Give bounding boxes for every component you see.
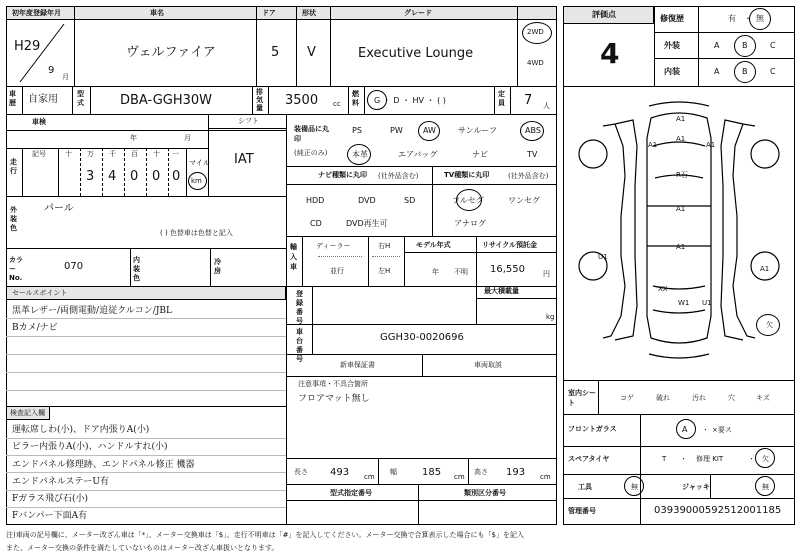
digit-header-4: 百: [131, 150, 138, 158]
inspector-line-5: Fガラス飛び石(小): [12, 494, 88, 504]
tv-fullseg-circle: [456, 189, 482, 211]
shift-value: IAT: [234, 152, 254, 167]
recycle-value: 16,550: [490, 264, 525, 275]
fuel-selected-circle: [367, 90, 387, 110]
width-value: 185: [422, 467, 442, 478]
equip-tv: TV: [527, 150, 538, 159]
spare-tire-t: T: [662, 455, 667, 463]
sales-points-line-1: 黒革レザー/両側電動/追従クルコン/JBL: [12, 306, 173, 316]
drive-4wd: 4WD: [527, 59, 544, 67]
exterior-grade-label: 外装: [664, 41, 680, 50]
displacement-label: 排気量: [256, 88, 263, 112]
repair-separator: ・: [744, 14, 752, 23]
damage-mark-11: W1: [678, 299, 690, 307]
tools-value: 無: [631, 483, 638, 491]
inspector-line-2: ピラー内張りA(小)、ハンドルすれ(小): [12, 442, 168, 452]
grade-label: グレード: [404, 9, 432, 17]
control-number-label: 管理番号: [568, 507, 596, 515]
interior-grade-circle: [734, 61, 756, 83]
sales-points-label: セールスポイント: [12, 289, 68, 297]
displacement-value: 3500: [285, 93, 319, 108]
damage-mark-4: A1: [676, 135, 686, 143]
interior-sheet-label: 室内シート: [568, 389, 596, 407]
model-label: 型式: [77, 90, 84, 107]
height-unit: cm: [540, 473, 551, 481]
inspector-line-3: エンドパネル修理跡、エンドパネル修正 機器: [12, 460, 195, 470]
mileage-label: 走行: [10, 158, 17, 175]
digit-header-6: 一: [172, 150, 179, 158]
damage-mark-12: U1: [702, 299, 712, 307]
jack-value: 無: [762, 483, 769, 491]
repair-no-circle: [749, 8, 771, 30]
color-no-label: カラーNo.: [9, 256, 23, 282]
first-reg-month-unit: 月: [62, 73, 69, 81]
interior-color-label: 内装色: [133, 256, 140, 282]
repair-yes: 有: [728, 14, 736, 23]
first-reg-era: H29: [14, 39, 41, 54]
aircon-label: 冷房: [214, 258, 221, 275]
import-left-h: 左H: [378, 267, 391, 275]
width-unit: cm: [454, 473, 465, 481]
tv-analog: アナログ: [454, 219, 486, 228]
length-unit: cm: [364, 473, 375, 481]
footer-line-2: また、メーター交換の条件を満たしていないものはメーター改ざん車扱いとなります。: [6, 544, 279, 552]
equipment-title: 装備品に丸印: [294, 125, 329, 143]
mileage-symbol-label: 記号: [32, 150, 46, 158]
equip-abs: ABS: [525, 126, 541, 135]
inspection-month-unit: 月: [184, 134, 191, 142]
control-number-value: 03939000592512001185: [654, 505, 782, 516]
shape-label: 形状: [302, 9, 316, 17]
height-value: 193: [506, 467, 526, 478]
interior-sheet-tear: 破れ: [656, 394, 670, 402]
damage-mark-7: A1: [676, 243, 686, 251]
car-name-label: 車名: [150, 9, 164, 17]
car-name-value: ヴェルファイア: [126, 45, 216, 60]
damage-mark-2: A1: [648, 141, 658, 149]
category-label: 車歴: [9, 90, 16, 107]
exterior-color-label: 外装色: [10, 206, 17, 232]
shift-label: シフト: [238, 117, 259, 125]
inspector-line-1: 運転席しわ(小)、ドア内張りA(小): [12, 425, 150, 435]
tv-note: (社外品含む): [508, 172, 549, 180]
first-reg-label: 初年度登録年月: [12, 9, 61, 17]
sales-points-line-2: Bカメ/ナビ: [12, 323, 58, 333]
navi-dvd: DVD: [358, 196, 376, 205]
equip-abs-circle: [520, 121, 544, 141]
color-no-value: 070: [64, 261, 84, 272]
registration-label: 登録番号: [296, 290, 303, 325]
exterior-color-value: パール: [44, 203, 74, 214]
navi-hdd: HDD: [306, 196, 325, 205]
equip-navi: ナビ: [472, 150, 488, 159]
tv-oneseg: ワンセグ: [508, 196, 540, 205]
windshield-separator: ・: [702, 426, 709, 434]
interior-grade-c: C: [770, 67, 776, 76]
interior-grade-label: 内装: [664, 67, 680, 76]
interior-sheet-dirt: 汚れ: [692, 394, 706, 402]
mileage-digit-2: 3: [86, 169, 95, 184]
import-right-h: 右H: [378, 242, 391, 250]
mileage-digit-4: 0: [130, 169, 139, 184]
digit-header-3: 千: [109, 150, 116, 158]
rating-score-label: 評価点: [592, 10, 616, 19]
displacement-unit: cc: [333, 100, 341, 108]
mileage-digit-5: 0: [152, 169, 161, 184]
exterior-grade-b: B: [742, 41, 748, 50]
recycle-unit: 円: [543, 270, 550, 278]
fuel-options: G ・ D ・ HV ・ ( ): [374, 96, 446, 105]
damage-mark-5: R石: [676, 171, 688, 179]
capacity-label: 定員: [498, 90, 505, 107]
height-label: 高さ: [474, 468, 488, 476]
km-label: km: [191, 177, 202, 185]
equipment-subtitle: (純正のみ): [294, 149, 328, 157]
notes-label: 注意事項・不具合箇所: [298, 380, 368, 388]
notes-value: フロアマット無し: [298, 394, 370, 404]
repair-history-label: 修復歴: [660, 14, 684, 23]
interior-grade-a: A: [714, 67, 720, 76]
exterior-grade-circle: [734, 35, 756, 57]
drive-2wd: 2WD: [527, 28, 544, 36]
import-parallel: 並行: [330, 267, 344, 275]
spare-tire-sep-1: ・: [680, 455, 687, 463]
doors-value: 5: [271, 45, 280, 60]
first-reg-month: 9: [48, 65, 55, 76]
digit-header-2: 万: [87, 150, 94, 158]
interior-sheet-scratch: キズ: [756, 394, 770, 402]
tv-title: TV種類に丸印: [444, 171, 490, 179]
navi-note: (社外品含む): [378, 172, 419, 180]
spare-tire-label: スペアタイヤ: [568, 455, 610, 463]
mileage-digit-3: 4: [108, 169, 117, 184]
damage-mark-3: A1: [706, 141, 716, 149]
max-load-unit: kg: [546, 313, 555, 321]
inspector-line-4: エンドパネルステーU有: [12, 477, 109, 487]
exterior-color-note: ( ) 色替車は色替と記入: [160, 229, 233, 237]
chassis-label: 車台番号: [296, 328, 303, 363]
windshield-label: フロントガラス: [568, 425, 617, 433]
mileage-digit-6: 0: [172, 169, 181, 184]
exterior-grade-a: A: [714, 41, 720, 50]
damage-mark-10: XX: [658, 285, 668, 293]
navi-cd: CD: [310, 219, 322, 228]
spare-tire-sep-2: ・: [748, 455, 755, 463]
navi-dvd-play: DVD再生可: [346, 219, 388, 228]
mile-label: マイル: [189, 159, 210, 167]
windshield-a: A: [682, 425, 688, 434]
length-label: 長さ: [294, 468, 308, 476]
spare-tire-missing: 欠: [762, 455, 769, 463]
model-value: DBA-GGH30W: [120, 93, 213, 108]
inspector-line-6: Fバンパー下面A有: [12, 511, 88, 521]
rating-score: 4: [600, 37, 620, 70]
inspector-notes-label: 検査記入欄: [10, 409, 45, 417]
capacity-unit: 人: [543, 102, 550, 110]
interior-sheet-burn: コゲ: [620, 394, 634, 402]
header-label-row: [6, 6, 557, 20]
vehicle-manual: 車両取説: [474, 361, 502, 369]
equip-airbag: エアバッグ: [398, 150, 438, 159]
navi-sd: SD: [404, 196, 416, 205]
damage-mark-13-circle: [756, 314, 780, 336]
repair-no: 無: [756, 14, 764, 23]
model-year-unit: 年: [432, 268, 439, 276]
equip-aw-circle: [418, 121, 440, 141]
equip-sunroof: サンルーフ: [458, 126, 497, 135]
damage-mark-13: 欠: [766, 321, 773, 329]
interior-sheet-hole: 穴: [728, 394, 735, 402]
inspection-label: 車検: [32, 118, 46, 126]
jack-label: ジャッキ: [682, 483, 710, 491]
fuel-label: 燃料: [352, 90, 359, 107]
footer-line-1: 注)車両の記号欄に、メーター改ざん車は「*」、メーター交換車は「$」、走行不明車は「#」を記入してください。メーター交換で合算表示した場合にも「$」を記入: [6, 531, 525, 539]
damage-mark-8: U1: [598, 253, 608, 261]
spare-tire-missing-circle: [755, 448, 775, 468]
recycle-label: リサイクル預託金: [482, 241, 538, 249]
door-label: ドア: [262, 9, 276, 17]
tools-value-circle: [624, 476, 644, 496]
digit-header-5: 十: [153, 150, 160, 158]
shape-value: V: [307, 45, 316, 60]
model-year-value: 不明: [454, 268, 468, 276]
width-label: 幅: [390, 468, 397, 476]
digit-header-1: 十: [65, 150, 72, 158]
equip-aw: AW: [423, 126, 436, 135]
category-value: 自家用: [28, 94, 58, 105]
model-year-label: モデル年式: [416, 241, 451, 249]
length-value: 493: [330, 467, 350, 478]
navi-title: ナビ種類に丸印: [318, 171, 367, 179]
inspection-year-unit: 年: [130, 134, 137, 142]
new-car-warranty: 新車保証書: [340, 361, 375, 369]
chassis-value: GGH30-0020696: [380, 332, 464, 343]
damage-mark-6: A1: [676, 205, 686, 213]
car-damage-diagram: [563, 86, 795, 380]
equip-ps: PS: [352, 126, 362, 135]
damage-mark-1: A1: [676, 115, 686, 123]
jack-value-circle: [755, 476, 775, 496]
type-designation-label: 型式指定番号: [330, 489, 372, 497]
capacity-value: 7: [524, 93, 533, 108]
tv-fullseg: フルセグ: [452, 196, 484, 205]
windshield-replace: ×要ス: [712, 426, 732, 434]
import-dealer: ディーラー: [316, 242, 351, 250]
class-number-label: 類別区分番号: [464, 489, 506, 497]
max-load-label: 最大積載量: [484, 287, 519, 295]
grade-value: Executive Lounge: [358, 46, 474, 61]
import-label: 輸入車: [290, 243, 297, 271]
equip-leather: 本革: [352, 150, 368, 159]
interior-grade-b: B: [742, 67, 748, 76]
equip-pw: PW: [390, 126, 403, 135]
exterior-grade-c: C: [770, 41, 776, 50]
windshield-a-circle: [676, 419, 696, 439]
spare-tire-kit: 修理 KIT: [696, 455, 724, 463]
equip-leather-circle: [347, 144, 371, 165]
damage-mark-9: A1: [760, 265, 770, 273]
tools-label: 工具: [578, 483, 592, 491]
